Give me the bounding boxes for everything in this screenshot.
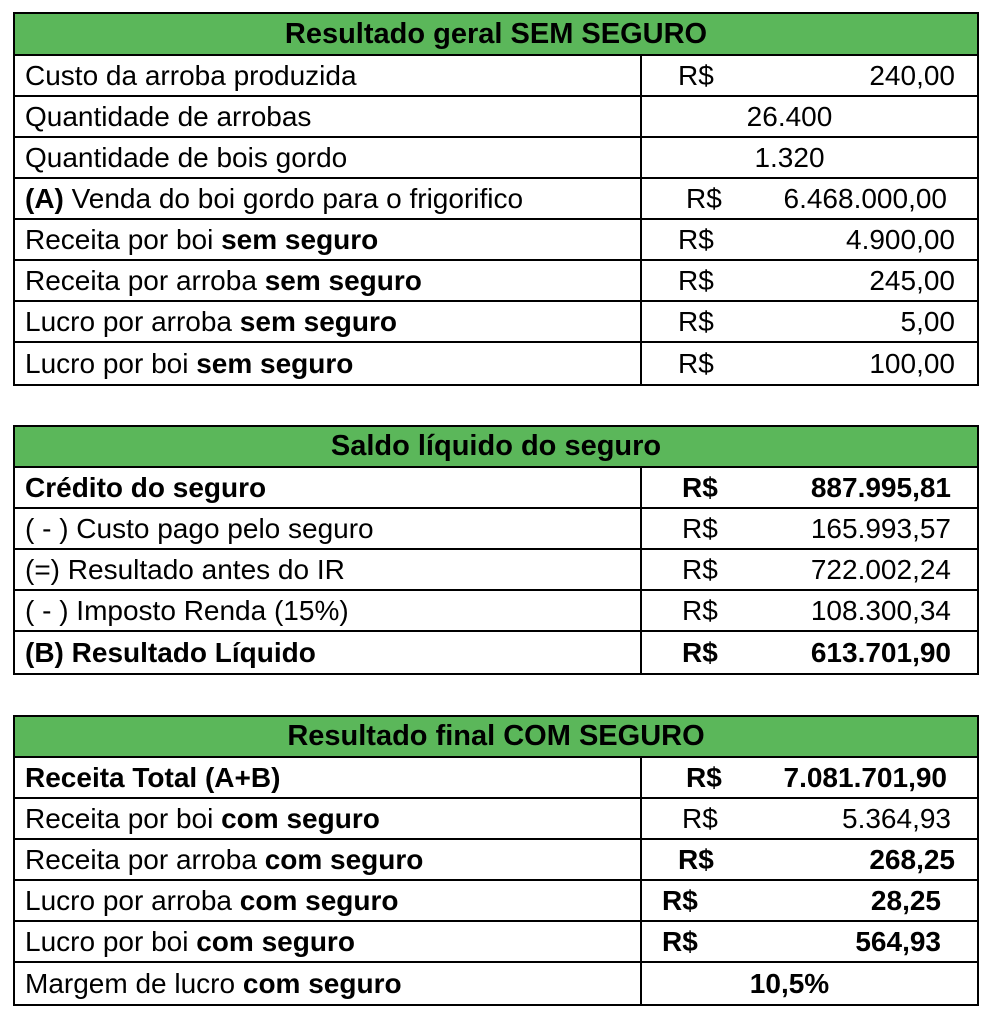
row-value-cell bbox=[642, 591, 977, 630]
currency-symbol: R$ bbox=[662, 884, 698, 916]
table-row bbox=[15, 343, 977, 384]
table-row bbox=[15, 220, 977, 261]
row-value: 245,00 bbox=[869, 264, 955, 296]
table-row bbox=[15, 758, 977, 799]
row-value-cell bbox=[642, 632, 977, 673]
row-label: (=) Resultado antes do IR bbox=[15, 550, 642, 589]
row-label: Lucro por boi com seguro bbox=[15, 922, 642, 961]
table-row bbox=[15, 468, 977, 509]
currency-symbol: R$ bbox=[678, 347, 714, 379]
row-value: 6.468.000,00 bbox=[783, 182, 947, 214]
row-value: 5,00 bbox=[900, 305, 955, 337]
currency-symbol: R$ bbox=[678, 843, 714, 875]
row-label: Receita Total (A+B) bbox=[15, 758, 642, 797]
currency-symbol: R$ bbox=[682, 512, 718, 544]
row-value: 564,93 bbox=[855, 925, 941, 957]
row-label: Lucro por boi sem seguro bbox=[15, 343, 642, 384]
row-label: ( - ) Custo pago pelo seguro bbox=[15, 509, 642, 548]
row-value: 26.400 bbox=[746, 100, 833, 132]
row-value: 28,25 bbox=[870, 884, 941, 916]
table-row bbox=[15, 963, 977, 1004]
currency-symbol: R$ bbox=[682, 553, 718, 585]
table-row bbox=[15, 179, 977, 220]
table-row bbox=[15, 881, 977, 922]
row-value: 7.081.701,90 bbox=[783, 761, 947, 793]
table-title: Resultado geral SEM SEGURO bbox=[15, 14, 977, 56]
table-row bbox=[15, 97, 977, 138]
table-row bbox=[15, 550, 977, 591]
currency-symbol: R$ bbox=[686, 761, 722, 793]
row-label: ( - ) Imposto Renda (15%) bbox=[15, 591, 642, 630]
currency-symbol: R$ bbox=[678, 305, 714, 337]
row-value: 722.002,24 bbox=[810, 553, 951, 585]
table-row bbox=[15, 56, 977, 97]
table-row bbox=[15, 799, 977, 840]
table-row bbox=[15, 138, 977, 179]
table-row bbox=[15, 591, 977, 632]
row-label: Lucro por arroba com seguro bbox=[15, 881, 642, 920]
currency-symbol: R$ bbox=[678, 223, 714, 255]
row-value-cell bbox=[642, 138, 977, 177]
row-value-cell bbox=[642, 963, 977, 1004]
row-value-cell bbox=[642, 220, 977, 259]
row-value-cell bbox=[642, 56, 977, 95]
table-title: Resultado final COM SEGURO bbox=[15, 717, 977, 758]
currency-symbol: R$ bbox=[678, 264, 714, 296]
table-saldo-liquido-seguro bbox=[13, 425, 979, 675]
row-label: Quantidade de arrobas bbox=[15, 97, 642, 136]
row-value-cell bbox=[642, 302, 977, 341]
row-label: (B) Resultado Líquido bbox=[15, 632, 642, 673]
row-value: 108.300,34 bbox=[810, 594, 951, 626]
row-label: Receita por arroba com seguro bbox=[15, 840, 642, 879]
row-label: Receita por arroba sem seguro bbox=[15, 261, 642, 300]
row-value-cell bbox=[642, 261, 977, 300]
currency-symbol: R$ bbox=[686, 182, 722, 214]
row-label: Lucro por arroba sem seguro bbox=[15, 302, 642, 341]
row-value: 4.900,00 bbox=[846, 223, 955, 255]
row-label: (A) Venda do boi gordo para o frigorifico bbox=[15, 179, 642, 218]
row-value: 5.364,93 bbox=[842, 802, 951, 834]
row-label: Custo da arroba produzida bbox=[15, 56, 642, 95]
row-value-cell bbox=[642, 881, 977, 920]
table-resultado-sem-seguro bbox=[13, 12, 979, 386]
row-label: Margem de lucro com seguro bbox=[15, 963, 642, 1004]
row-label: Crédito do seguro bbox=[15, 468, 642, 507]
table-row bbox=[15, 632, 977, 673]
row-value-cell bbox=[642, 509, 977, 548]
table-row bbox=[15, 509, 977, 550]
row-value-cell bbox=[642, 840, 977, 879]
row-value-cell bbox=[642, 468, 977, 507]
row-value: 10,5% bbox=[749, 967, 830, 999]
row-value: 1.320 bbox=[754, 141, 825, 173]
row-label: Receita por boi com seguro bbox=[15, 799, 642, 838]
currency-symbol: R$ bbox=[662, 925, 698, 957]
currency-symbol: R$ bbox=[682, 594, 718, 626]
currency-symbol: R$ bbox=[678, 59, 714, 91]
row-value: 613.701,90 bbox=[810, 636, 951, 668]
currency-symbol: R$ bbox=[682, 471, 718, 503]
row-value-cell bbox=[642, 922, 977, 961]
row-label: Quantidade de bois gordo bbox=[15, 138, 642, 177]
table-title: Saldo líquido do seguro bbox=[15, 427, 977, 468]
row-value-cell bbox=[642, 343, 977, 384]
row-value-cell bbox=[642, 97, 977, 136]
row-value-cell bbox=[642, 179, 977, 218]
row-value: 887.995,81 bbox=[810, 471, 951, 503]
row-value: 165.993,57 bbox=[810, 512, 951, 544]
row-value-cell bbox=[642, 758, 977, 797]
table-resultado-com-seguro bbox=[13, 715, 979, 1006]
table-row bbox=[15, 922, 977, 963]
row-value: 268,25 bbox=[869, 843, 955, 875]
table-row bbox=[15, 261, 977, 302]
table-row bbox=[15, 840, 977, 881]
row-value-cell bbox=[642, 550, 977, 589]
row-label: Receita por boi sem seguro bbox=[15, 220, 642, 259]
table-row bbox=[15, 302, 977, 343]
currency-symbol: R$ bbox=[682, 636, 718, 668]
currency-symbol: R$ bbox=[682, 802, 718, 834]
row-value-cell bbox=[642, 799, 977, 838]
row-value: 100,00 bbox=[869, 347, 955, 379]
row-value: 240,00 bbox=[869, 59, 955, 91]
